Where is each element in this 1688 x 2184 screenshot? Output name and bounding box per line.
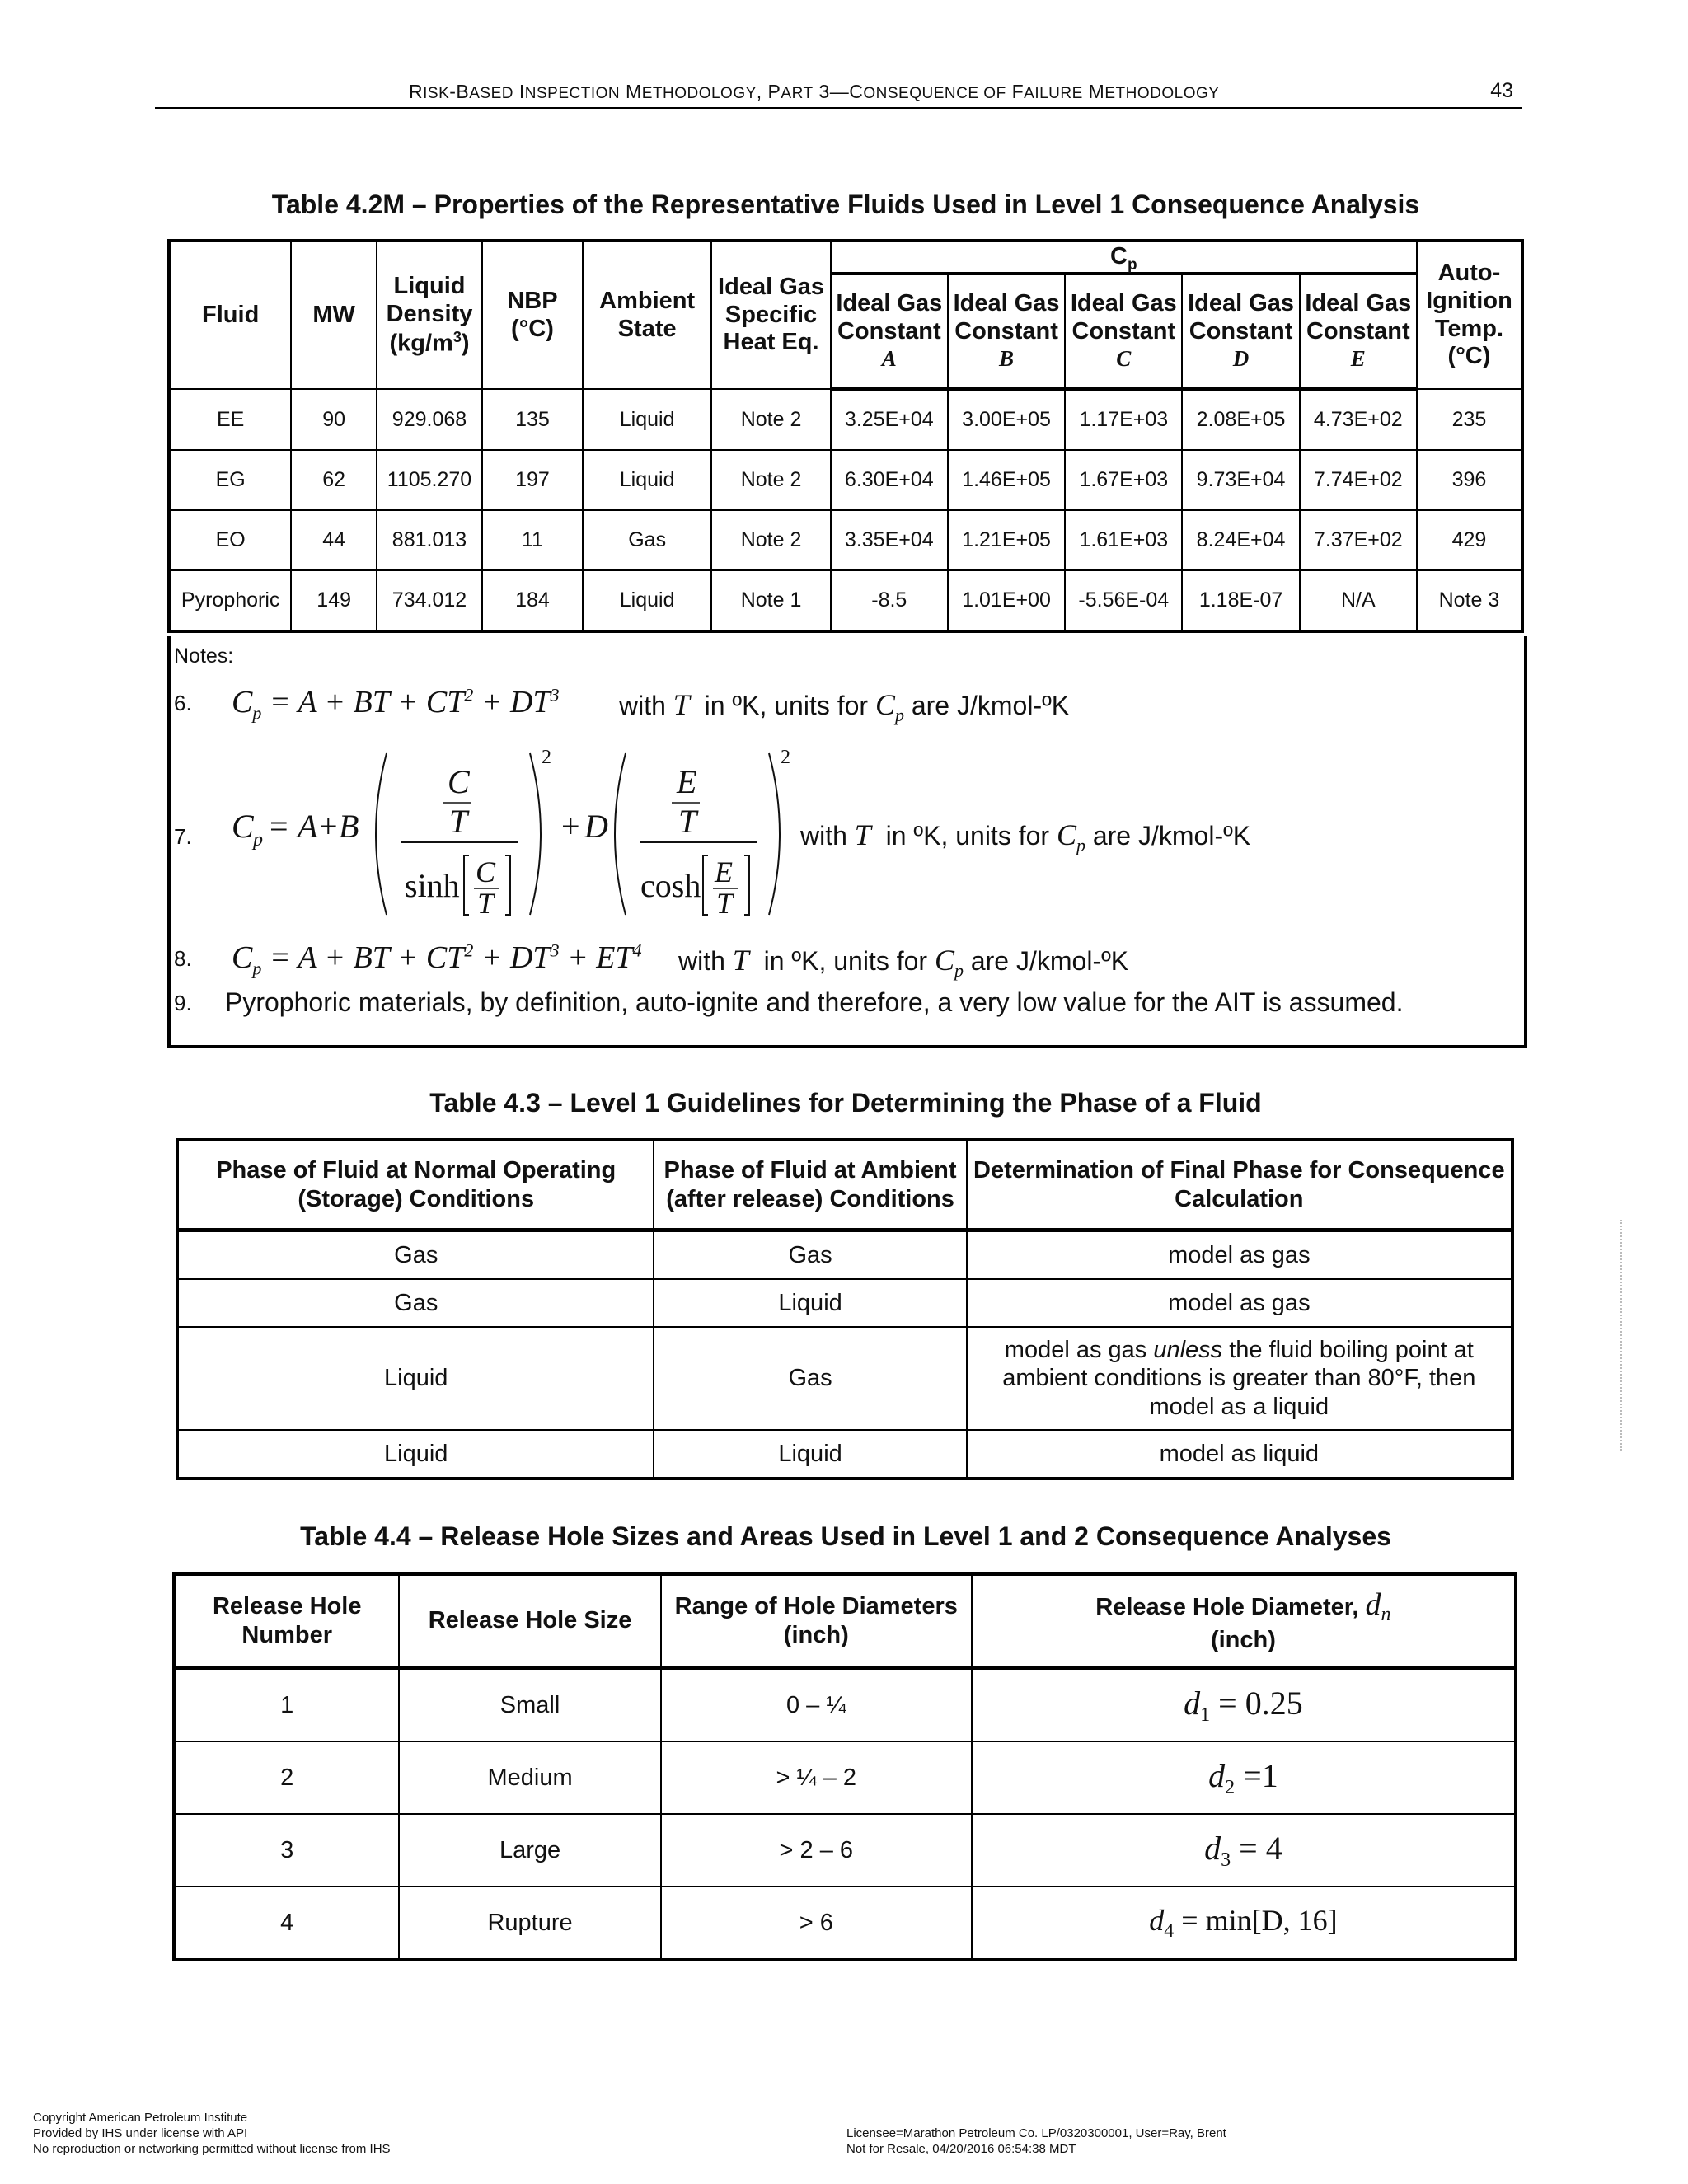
svg-text:+: + <box>319 808 338 845</box>
note-6: 6. $C_p = A$ + BT + $CT^2 + DT^3$ with T in ºK, units for $C_p$ are J/kmol-ºK <box>174 684 1070 726</box>
header-constant-c: Ideal Gas Constant C <box>1065 274 1182 389</box>
header-ambient-phase: Phase of Fluid at Ambient (after release) Conditions <box>654 1140 966 1230</box>
table-44 <box>172 1572 1517 1961</box>
table-row: EO 44 881.013 11 Gas Note 2 3.35E+04 1.21E+05 1.61E+03 8.24E+04 7.37E+02 429 <box>169 510 1522 570</box>
margin-dots <box>1620 1220 1624 1451</box>
footer-license: Licensee=Marathon Petroleum Co. LP/0320300001, User=Ray, Brent Not for Resale, 04/20/2016 06:54:38 MDT <box>846 2126 1226 2156</box>
svg-text:E: E <box>715 855 733 888</box>
table-43-title: Table 4.3 – Level 1 Guidelines for Determining the Phase of a Fluid <box>429 1088 1262 1118</box>
svg-text:2: 2 <box>781 747 790 768</box>
header-ideal-gas-eq: Ideal Gas Specific Heat Eq. <box>711 241 830 389</box>
header-storage-phase: Phase of Fluid at Normal Operating (Storage) Conditions <box>177 1140 654 1230</box>
notes-label: Notes: <box>174 644 234 668</box>
svg-text:T: T <box>678 803 697 840</box>
table-44-title: Table 4.4 – Release Hole Sizes and Areas Used in Level 1 and 2 Consequence Analyses <box>300 1521 1391 1551</box>
header-fluid: Fluid <box>169 241 291 389</box>
note-9: 9. Pyrophoric materials, by definition, auto-ignite and therefore, a very low value for the AIT is assumed. <box>174 987 1404 1017</box>
table-row: Gas Gas model as gas <box>177 1230 1512 1280</box>
header-cp: $C_p$ <box>831 241 1417 274</box>
running-title: RISK-BASED INSPECTION METHODOLOGY, PART 3—CONSEQUENCE OF FAILURE METHODOLOGY <box>409 81 1220 102</box>
table-42m-title: Table 4.2M – Properties of the Representative Fluids Used in Level 1 Consequence Analysis <box>271 190 1420 219</box>
table-row: EE 90 929.068 135 Liquid Note 2 3.25E+04 3.00E+05 1.17E+03 2.08E+05 4.73E+02 235 <box>169 389 1522 450</box>
svg-text:T: T <box>449 803 468 840</box>
svg-text:B: B <box>339 808 359 845</box>
svg-text:p: p <box>253 829 263 851</box>
svg-text:C: C <box>232 808 254 845</box>
table-row: Liquid Liquid model as liquid <box>177 1430 1512 1479</box>
header-constant-e: Ideal Gas Constant E <box>1300 274 1417 389</box>
page-number: 43 <box>1490 79 1513 102</box>
header-constant-a: Ideal Gas Constant A <box>831 274 948 389</box>
header-ambient-state: Ambient State <box>583 241 711 389</box>
svg-text:C: C <box>448 763 470 800</box>
header-mw: MW <box>291 241 377 389</box>
svg-text:E: E <box>677 763 697 800</box>
note-8-equation: $C_p = A$ + BT + $CT^2 + DT^3 + ET^4$ <box>232 940 642 979</box>
svg-text:+: + <box>561 808 580 845</box>
svg-text:T: T <box>477 887 495 920</box>
header-hole-size: Release Hole Size <box>399 1574 660 1668</box>
table-row: 3 Large > 2 – 6 $d_3 = 4$ <box>174 1814 1516 1886</box>
note-6-equation: $C_p = A$ + BT + $CT^2 + DT^3$ <box>232 684 560 724</box>
table-row: EG 62 1105.270 197 Liquid Note 2 6.30E+04 1.46E+05 1.67E+03 9.73E+04 7.74E+02 396 <box>169 450 1522 510</box>
header-hole-range: Range of Hole Diameters (inch) <box>661 1574 972 1668</box>
svg-text:sinh: sinh <box>405 867 460 904</box>
svg-text:A: A <box>298 808 318 845</box>
table-row: Gas Liquid model as gas <box>177 1279 1512 1327</box>
note-8: 8. $C_p = A$ + BT + $CT^2 + DT^3 + ET^4$ with T in ºK, units for $C_p$ are J/kmol-ºK <box>174 940 1129 982</box>
table-row: 4 Rupture > 6 $d_4 = \min[D$, 16] <box>174 1886 1516 1960</box>
note-7: 7. C p = A + B C T sinh C T 2 + D E T cosh E T 2 with T in ºK, units for $C_p$ are J/kmol-ºK <box>174 735 1509 933</box>
footer-copyright: Copyright American Petroleum Institute Provided by IHS under license with API No reproduction or networking permitted without license from IHS <box>33 2111 391 2156</box>
header-hole-diameter: Release Hole Diameter, $d_n$ (inch) <box>972 1574 1516 1668</box>
header-final-phase: Determination of Final Phase for Consequence Calculation <box>967 1140 1512 1230</box>
table-row: Pyrophoric 149 734.012 184 Liquid Note 1 -8.5 1.01E+00 -5.56E-04 1.18E-07 N/A Note 3 <box>169 570 1522 631</box>
header-auto-ignition: Auto-Ignition Temp. (°C) <box>1417 241 1522 389</box>
table-43 <box>176 1138 1514 1480</box>
table-row: 2 Medium > ¼ – 2 $d_2 =1$ <box>174 1741 1516 1814</box>
svg-text:C: C <box>476 855 496 888</box>
svg-text:=: = <box>270 808 288 845</box>
svg-text:cosh: cosh <box>640 867 701 904</box>
table-42m <box>167 239 1524 633</box>
table-row: Liquid Gas model as gas unless the fluid boiling point at ambient conditions is greater than 80°F, then model as a liquid <box>177 1327 1512 1430</box>
running-header <box>155 81 1522 109</box>
header-nbp: NBP (°C) <box>482 241 583 389</box>
svg-text:T: T <box>716 887 734 920</box>
header-hole-number: Release Hole Number <box>174 1574 399 1668</box>
table-row: 1 Small 0 – ¼ $d_1 = 0.25$ <box>174 1668 1516 1742</box>
table-42m-notes <box>167 636 1527 1048</box>
header-constant-d: Ideal Gas Constant D <box>1182 274 1299 389</box>
header-liquid-density: Liquid Density $(kg/m^3)$ <box>377 241 482 389</box>
svg-text:2: 2 <box>542 747 551 768</box>
header-constant-b: Ideal Gas Constant B <box>948 274 1065 389</box>
svg-text:D: D <box>584 808 608 845</box>
